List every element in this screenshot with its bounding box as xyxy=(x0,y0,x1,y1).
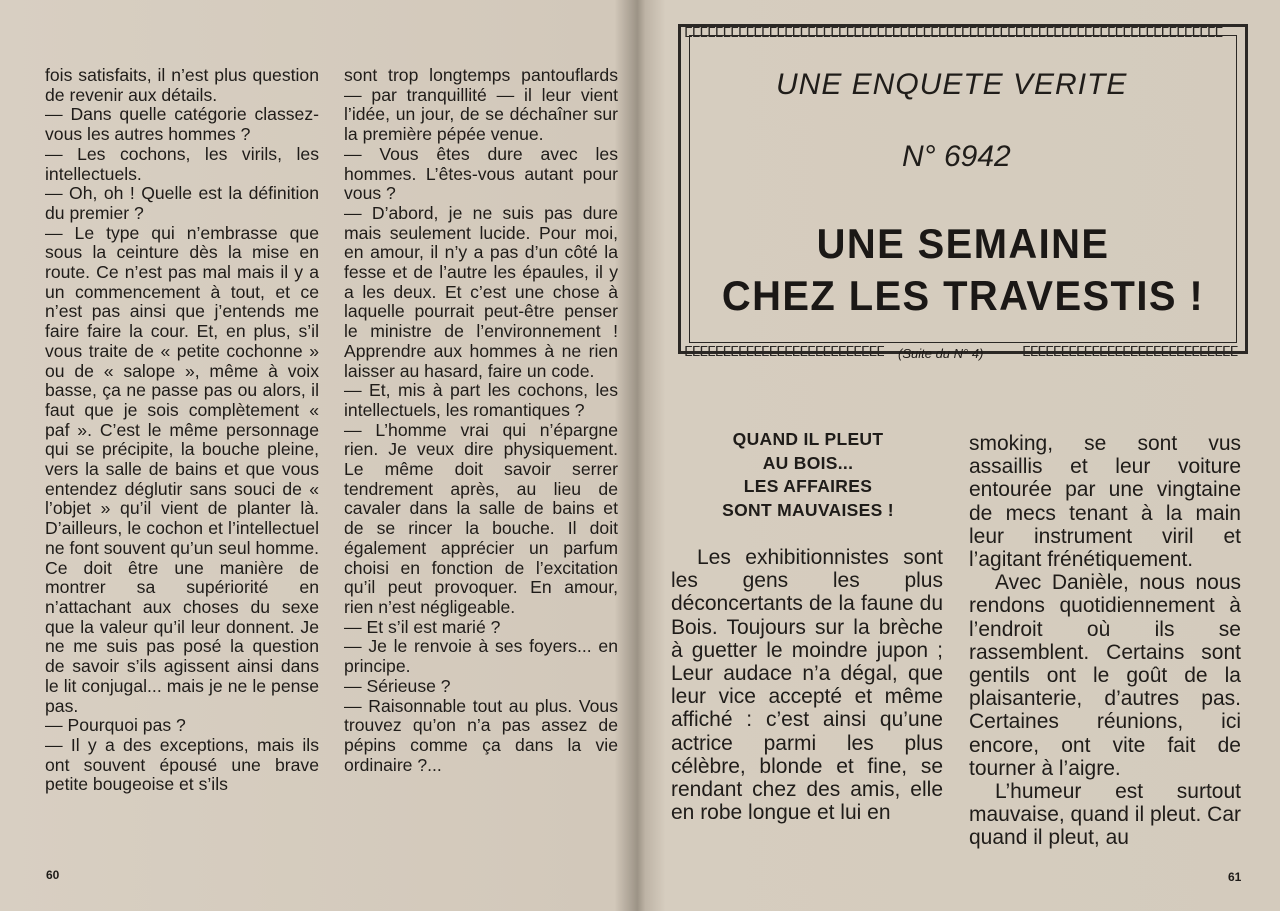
paragraph: fois satisfaits, il n’est plus question de revenir aux détails. xyxy=(45,65,319,105)
subhead-line: AU BOIS... xyxy=(762,452,854,473)
greek-key-border-bottom-right: ⵎⵎⵎⵎⵎⵎⵎⵎⵎⵎⵎⵎⵎⵎⵎⵎⵎⵎⵎⵎⵎⵎⵎⵎⵎⵎⵎⵎ xyxy=(1022,344,1238,360)
headline-line-1: UNE SEMAINE xyxy=(816,220,1110,267)
paragraph: — Oh, oh ! Quelle est la définition du premier ? xyxy=(45,183,319,223)
right-column-2 xyxy=(969,432,1241,850)
right-column-1 xyxy=(671,546,943,824)
page-number-left: 60 xyxy=(46,868,60,882)
page-number-right: 61 xyxy=(1228,870,1242,884)
paragraph: — Les cochons, les virils, les intellectuels. xyxy=(45,143,319,184)
paragraph: — Pourquoi pas ? xyxy=(45,715,186,736)
suite-note: (Suite du N° 4) xyxy=(898,346,984,361)
paragraph: — Et, mis à part les cochons, les intellectuels, les romantiques ? xyxy=(344,380,618,420)
paragraph: — Il y a des exceptions, mais ils ont souvent épousé une brave petite bougeoise et s’ils xyxy=(45,734,319,795)
paragraph: — Et s’il est marié ? xyxy=(344,616,501,637)
paragraph: — D’abord, je ne suis pas dure mais seulement lucide. Pour moi, en amour, il n’y a pas d’un côté la fesse et de l’autre les épaules, il y a les deux. Et c’est une chose à laquelle pourrait peut-être penser le ministre de l’environnement ! Apprendre aux hommes à ne rien laisser au hasard, faire un code. xyxy=(344,202,618,381)
paragraph: — Raisonnable tout au plus. Vous trouvez qu’on n’a pas assez de pépins comme ça dans la vie ordinaire ?... xyxy=(344,695,618,775)
paragraph: sont trop longtemps pantouflards — par tranquillité — il leur vient l’idée, un jour, de se déchaîner sur la première pépée venue. xyxy=(344,65,618,145)
paragraph: Les exhibitionnistes sont les gens les plus déconcertants de la faune du Bois. Toujours sur la brèche à guetter le moindre jupon ; Leur audace n’a dégal, que leur vice accepté et même affiché : c’est ainsi qu’une actrice parmi les plus célèbre, blonde et fine, se rendant chez des amis, elle en robe longue et lui en xyxy=(671,546,943,825)
kicker-title: UNE ENQUETE VERITE xyxy=(776,68,1128,101)
section-subhead xyxy=(710,428,906,522)
paragraph: — L’homme vrai qui n’épargne rien. Je veux dire physiquement. Le même doit savoir serrer tendrement après, au lieu de cavaler dans la salle de bains et de se rincer la bouche. Il doit également apprécier un parfum choisi en fonction de l’excitation qu’il peut provoquer. En amour, rien n’est négligeable. xyxy=(344,419,618,617)
paragraph: — Je le renvoie à ses foyers... en principe. xyxy=(344,636,618,677)
paragraph: smoking, se sont vus assaillis et leur voiture entourée par une vingtaine de mecs tenant à la main leur instrument viril et l’agitant frénétiquement. xyxy=(969,432,1241,572)
left-column-1 xyxy=(45,66,319,795)
subhead-line: LES AFFAIRES xyxy=(743,476,873,496)
paragraph: L’humeur est surtout mauvaise, quand il pleut. Car quand il pleut, au xyxy=(969,780,1241,850)
issue-number: N° 6942 xyxy=(902,140,1011,173)
subhead-line: QUAND IL PLEUT xyxy=(732,429,884,449)
headline-line-2: CHEZ LES TRAVESTIS ! xyxy=(721,272,1205,319)
greek-key-border-top: ⵎⵎⵎⵎⵎⵎⵎⵎⵎⵎⵎⵎⵎⵎⵎⵎⵎⵎⵎⵎⵎⵎⵎⵎⵎⵎⵎⵎⵎⵎⵎⵎⵎⵎⵎⵎⵎⵎⵎⵎⵎⵎⵎⵎⵎⵎⵎⵎⵎⵎⵎⵎⵎⵎⵎⵎⵎⵎⵎⵎⵎⵎⵎⵎⵎⵎⵎⵎⵎⵎ xyxy=(684,25,1223,41)
paragraph: — Le type qui n’embrasse que sous la ceinture dès la mise en route. Ce n’est pas mal mais il y a un commencement à tout, et ce n’est pas ainsi que j’entends me faire faire la cour. Et, en plus, s’il vous traite de « petite cochonne » ou de « salope », même à voix basse, ça ne passe pas ou alors, il faut que je sois complètement « paf ». C’est le même personnage qui se précipite, la bouche pleine, vers la salle de bains et que vous entendez déglutir sans souci de « l’objet » qu’il vient de planter là. D’ailleurs, le cochon et l’intellectuel ne font souvent qu’un seul homme. Ce doit être une manière de montrer sa supériorité en n’attachant aux choses du sexe que la valeur qu’il leur donnent. Je ne me suis pas posé la question de savoir s’ils agissent ainsi dans le lit conjugal... mais je ne le pense pas. xyxy=(45,222,319,716)
greek-key-border-bottom-left: ⵎⵎⵎⵎⵎⵎⵎⵎⵎⵎⵎⵎⵎⵎⵎⵎⵎⵎⵎⵎⵎⵎⵎⵎⵎⵎ xyxy=(684,344,884,360)
paragraph: — Vous êtes dure avec les hommes. L’êtes-vous autant pour vous ? xyxy=(344,143,618,204)
paragraph: — Dans quelle catégorie classez-vous les autres hommes ? xyxy=(45,104,319,145)
left-column-2 xyxy=(344,66,618,775)
paragraph: Avec Danièle, nous nous rendons quotidiennement à l’endroit où ils se rassemblent. Certains sont gentils ont le goût de la plaisanterie, d’autres pas. Certaines réunions, ici encore, ont vite fait de tourner à l’aigre. xyxy=(969,571,1241,780)
subhead-line: SONT MAUVAISES ! xyxy=(722,499,894,520)
paragraph: — Sérieuse ? xyxy=(344,675,451,696)
